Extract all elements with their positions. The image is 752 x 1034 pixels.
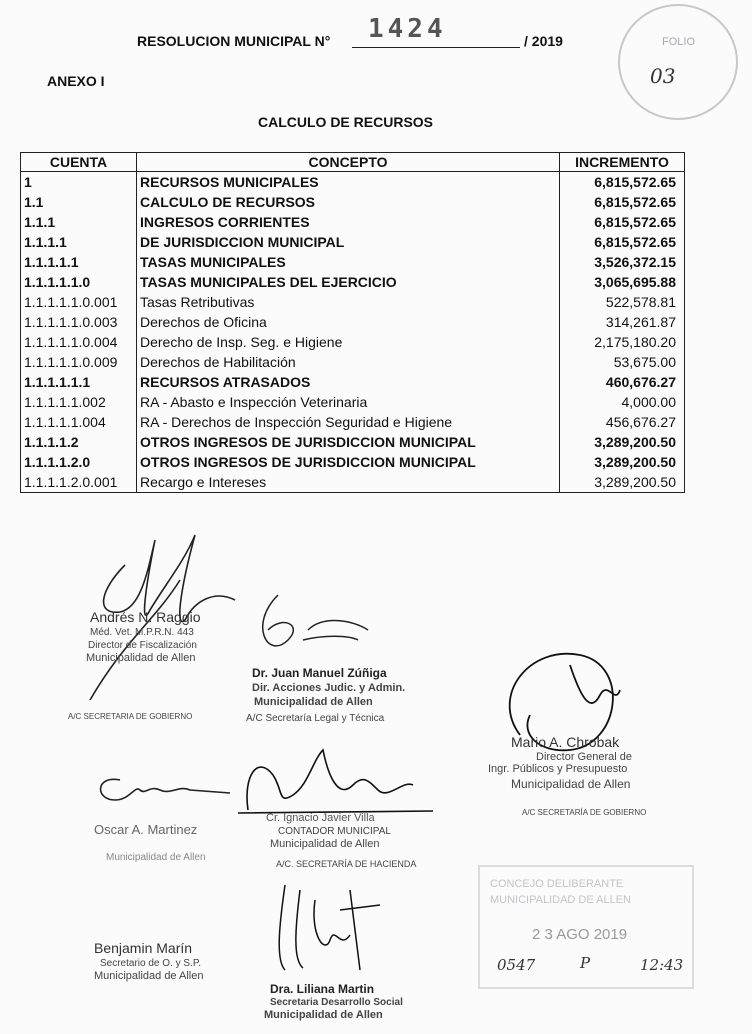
benjamin-name: Benjamin Marín (94, 940, 193, 956)
received-stamp-line1: CONCEJO DELIBERANTE (490, 878, 624, 890)
cell-incremento: 4,000.00 (560, 392, 685, 412)
cell-incremento: 6,815,572.65 (560, 172, 685, 193)
signature-liliana (265, 880, 395, 975)
villa-dept: A/C. SECRETARÍA DE HACIENDA (276, 859, 417, 869)
cell-concepto: Derechos de Habilitación (137, 352, 560, 372)
cell-concepto: Derechos de Oficina (137, 312, 560, 332)
cell-incremento: 522,578.81 (560, 292, 685, 312)
cell-incremento: 53,675.00 (560, 352, 685, 372)
cell-cuenta: 1.1.1.1.1.1 (21, 372, 137, 392)
cell-incremento: 3,065,695.88 (560, 272, 685, 292)
cell-cuenta: 1 (21, 172, 137, 193)
header-incremento: INCREMENTO (560, 153, 685, 172)
resources-table (20, 152, 685, 493)
table-row (21, 232, 685, 252)
document-heading: CALCULO DE RECURSOS (258, 114, 434, 130)
cell-concepto: RA - Abasto e Inspección Veterinaria (137, 392, 560, 412)
cell-incremento: 2,175,180.20 (560, 332, 685, 352)
villa-line2: Municipalidad de Allen (270, 838, 380, 850)
cell-concepto: Recargo e Intereses (137, 472, 560, 493)
cell-incremento: 6,815,572.65 (560, 232, 685, 252)
cell-concepto: Derecho de Insp. Seg. e Higiene (137, 332, 560, 352)
annex-label: ANEXO I (47, 73, 105, 89)
cell-incremento: 6,815,572.65 (560, 192, 685, 212)
chrobak-line2: Ingr. Públicos y Presupuesto (488, 763, 628, 775)
signature-zuniga (248, 585, 378, 670)
table-row (21, 292, 685, 312)
benjamin-line2: Municipalidad de Allen (94, 970, 204, 982)
zuniga-line1: Dir. Acciones Judic. y Admin. (252, 682, 406, 694)
zuniga-line2: Municipalidad de Allen (254, 696, 373, 708)
header-concepto: CONCEPTO (137, 153, 560, 172)
cell-cuenta: 1.1.1.1.1.0.004 (21, 332, 137, 352)
table-row (21, 192, 685, 212)
liliana-name: Dra. Liliana Martin (270, 982, 375, 996)
table-row (21, 172, 685, 193)
cell-concepto: RA - Derechos de Inspección Seguridad e Higiene (137, 412, 560, 432)
cell-cuenta: 1.1.1.1.2.0.001 (21, 472, 137, 493)
table-row (21, 432, 685, 452)
resolution-number-line (352, 47, 520, 48)
cell-concepto: TASAS MUNICIPALES DEL EJERCICIO (137, 272, 560, 292)
received-date: 2 3 AGO 2019 (532, 926, 628, 943)
cell-incremento: 3,289,200.50 (560, 452, 685, 472)
cell-cuenta: 1.1.1.1.2 (21, 432, 137, 452)
cell-concepto: TASAS MUNICIPALES (137, 252, 560, 272)
raggio-line2: Director de Fiscalización (88, 640, 197, 651)
martinez-name: Oscar A. Martinez (94, 822, 198, 837)
header-cuenta: CUENTA (21, 153, 137, 172)
cell-cuenta: 1.1.1.1.1.0.001 (21, 292, 137, 312)
received-stamp-line2: MUNICIPALIDAD DE ALLEN (490, 894, 632, 906)
cell-concepto: Tasas Retributivas (137, 292, 560, 312)
table-row (21, 312, 685, 332)
cell-incremento: 6,815,572.65 (560, 212, 685, 232)
resolution-title: RESOLUCION MUNICIPAL N° (137, 33, 331, 49)
table-row (21, 372, 685, 392)
villa-line1: CONTADOR MUNICIPAL (278, 826, 391, 837)
cell-cuenta: 1.1.1.1.1.004 (21, 412, 137, 432)
table-row (21, 412, 685, 432)
table-row (21, 272, 685, 292)
resolution-year: / 2019 (524, 33, 563, 49)
cell-incremento: 3,289,200.50 (560, 432, 685, 452)
cell-concepto: DE JURISDICCION MUNICIPAL (137, 232, 560, 252)
chrobak-line3: Municipalidad de Allen (511, 777, 631, 791)
cell-cuenta: 1.1.1.1.1.0 (21, 272, 137, 292)
cell-incremento: 460,676.27 (560, 372, 685, 392)
table-row (21, 212, 685, 232)
martinez-line1: Municipalidad de Allen (106, 852, 206, 863)
villa-name: Cr. Ignacio Javier Villa (266, 812, 375, 824)
cell-cuenta: 1.1.1.1.1.0.003 (21, 312, 137, 332)
cell-cuenta: 1.1.1.1.1.0.009 (21, 352, 137, 372)
chrobak-dept: A/C SECRETARÍA DE GOBIERNO (522, 808, 647, 817)
signature-martinez (90, 765, 240, 815)
benjamin-line1: Secretario de O. y S.P. (100, 958, 201, 969)
liliana-line1: Secretaria Desarrollo Social (270, 997, 403, 1008)
folio-stamp-label: FOLIO (662, 36, 696, 48)
cell-cuenta: 1.1.1 (21, 212, 137, 232)
cell-concepto: OTROS INGRESOS DE JURISDICCION MUNICIPAL (137, 452, 560, 472)
table-row (21, 332, 685, 352)
received-letter: P (580, 954, 591, 972)
zuniga-dept: A/C Secretaría Legal y Técnica (246, 713, 385, 724)
cell-concepto: RECURSOS ATRASADOS (137, 372, 560, 392)
table-header-row (21, 153, 685, 172)
raggio-name: Andrés N. Raggio (90, 609, 201, 625)
table-row (21, 392, 685, 412)
cell-cuenta: 1.1.1.1.1.002 (21, 392, 137, 412)
folio-stamp (618, 4, 738, 120)
table-row (21, 452, 685, 472)
table-row (21, 252, 685, 272)
cell-cuenta: 1.1.1.1.2.0 (21, 452, 137, 472)
raggio-dept: A/C SECRETARIA DE GOBIERNO (68, 712, 193, 721)
table-row (21, 472, 685, 493)
raggio-line3: Municipalidad de Allen (86, 652, 196, 664)
cell-concepto: RECURSOS MUNICIPALES (137, 172, 560, 193)
cell-incremento: 3,289,200.50 (560, 472, 685, 493)
raggio-line1: Méd. Vet. M.P.R.N. 443 (90, 627, 194, 638)
cell-concepto: OTROS INGRESOS DE JURISDICCION MUNICIPAL (137, 432, 560, 452)
cell-incremento: 456,676.27 (560, 412, 685, 432)
cell-cuenta: 1.1.1.1.1 (21, 252, 137, 272)
liliana-line2: Municipalidad de Allen (264, 1009, 383, 1021)
received-time: 12:43 (640, 956, 684, 974)
cell-cuenta: 1.1 (21, 192, 137, 212)
folio-number: 03 (650, 64, 676, 88)
table-row (21, 352, 685, 372)
cell-concepto: CALCULO DE RECURSOS (137, 192, 560, 212)
received-entry: 0547 (497, 956, 536, 974)
cell-concepto: INGRESOS CORRIENTES (137, 212, 560, 232)
chrobak-line1: Director General de (536, 751, 632, 763)
chrobak-name: Mario A. Chrobak (511, 734, 620, 750)
cell-incremento: 314,261.87 (560, 312, 685, 332)
resolution-number: 1424 (368, 14, 447, 44)
cell-cuenta: 1.1.1.1 (21, 232, 137, 252)
cell-incremento: 3,526,372.15 (560, 252, 685, 272)
zuniga-name: Dr. Juan Manuel Zúñiga (252, 666, 387, 680)
